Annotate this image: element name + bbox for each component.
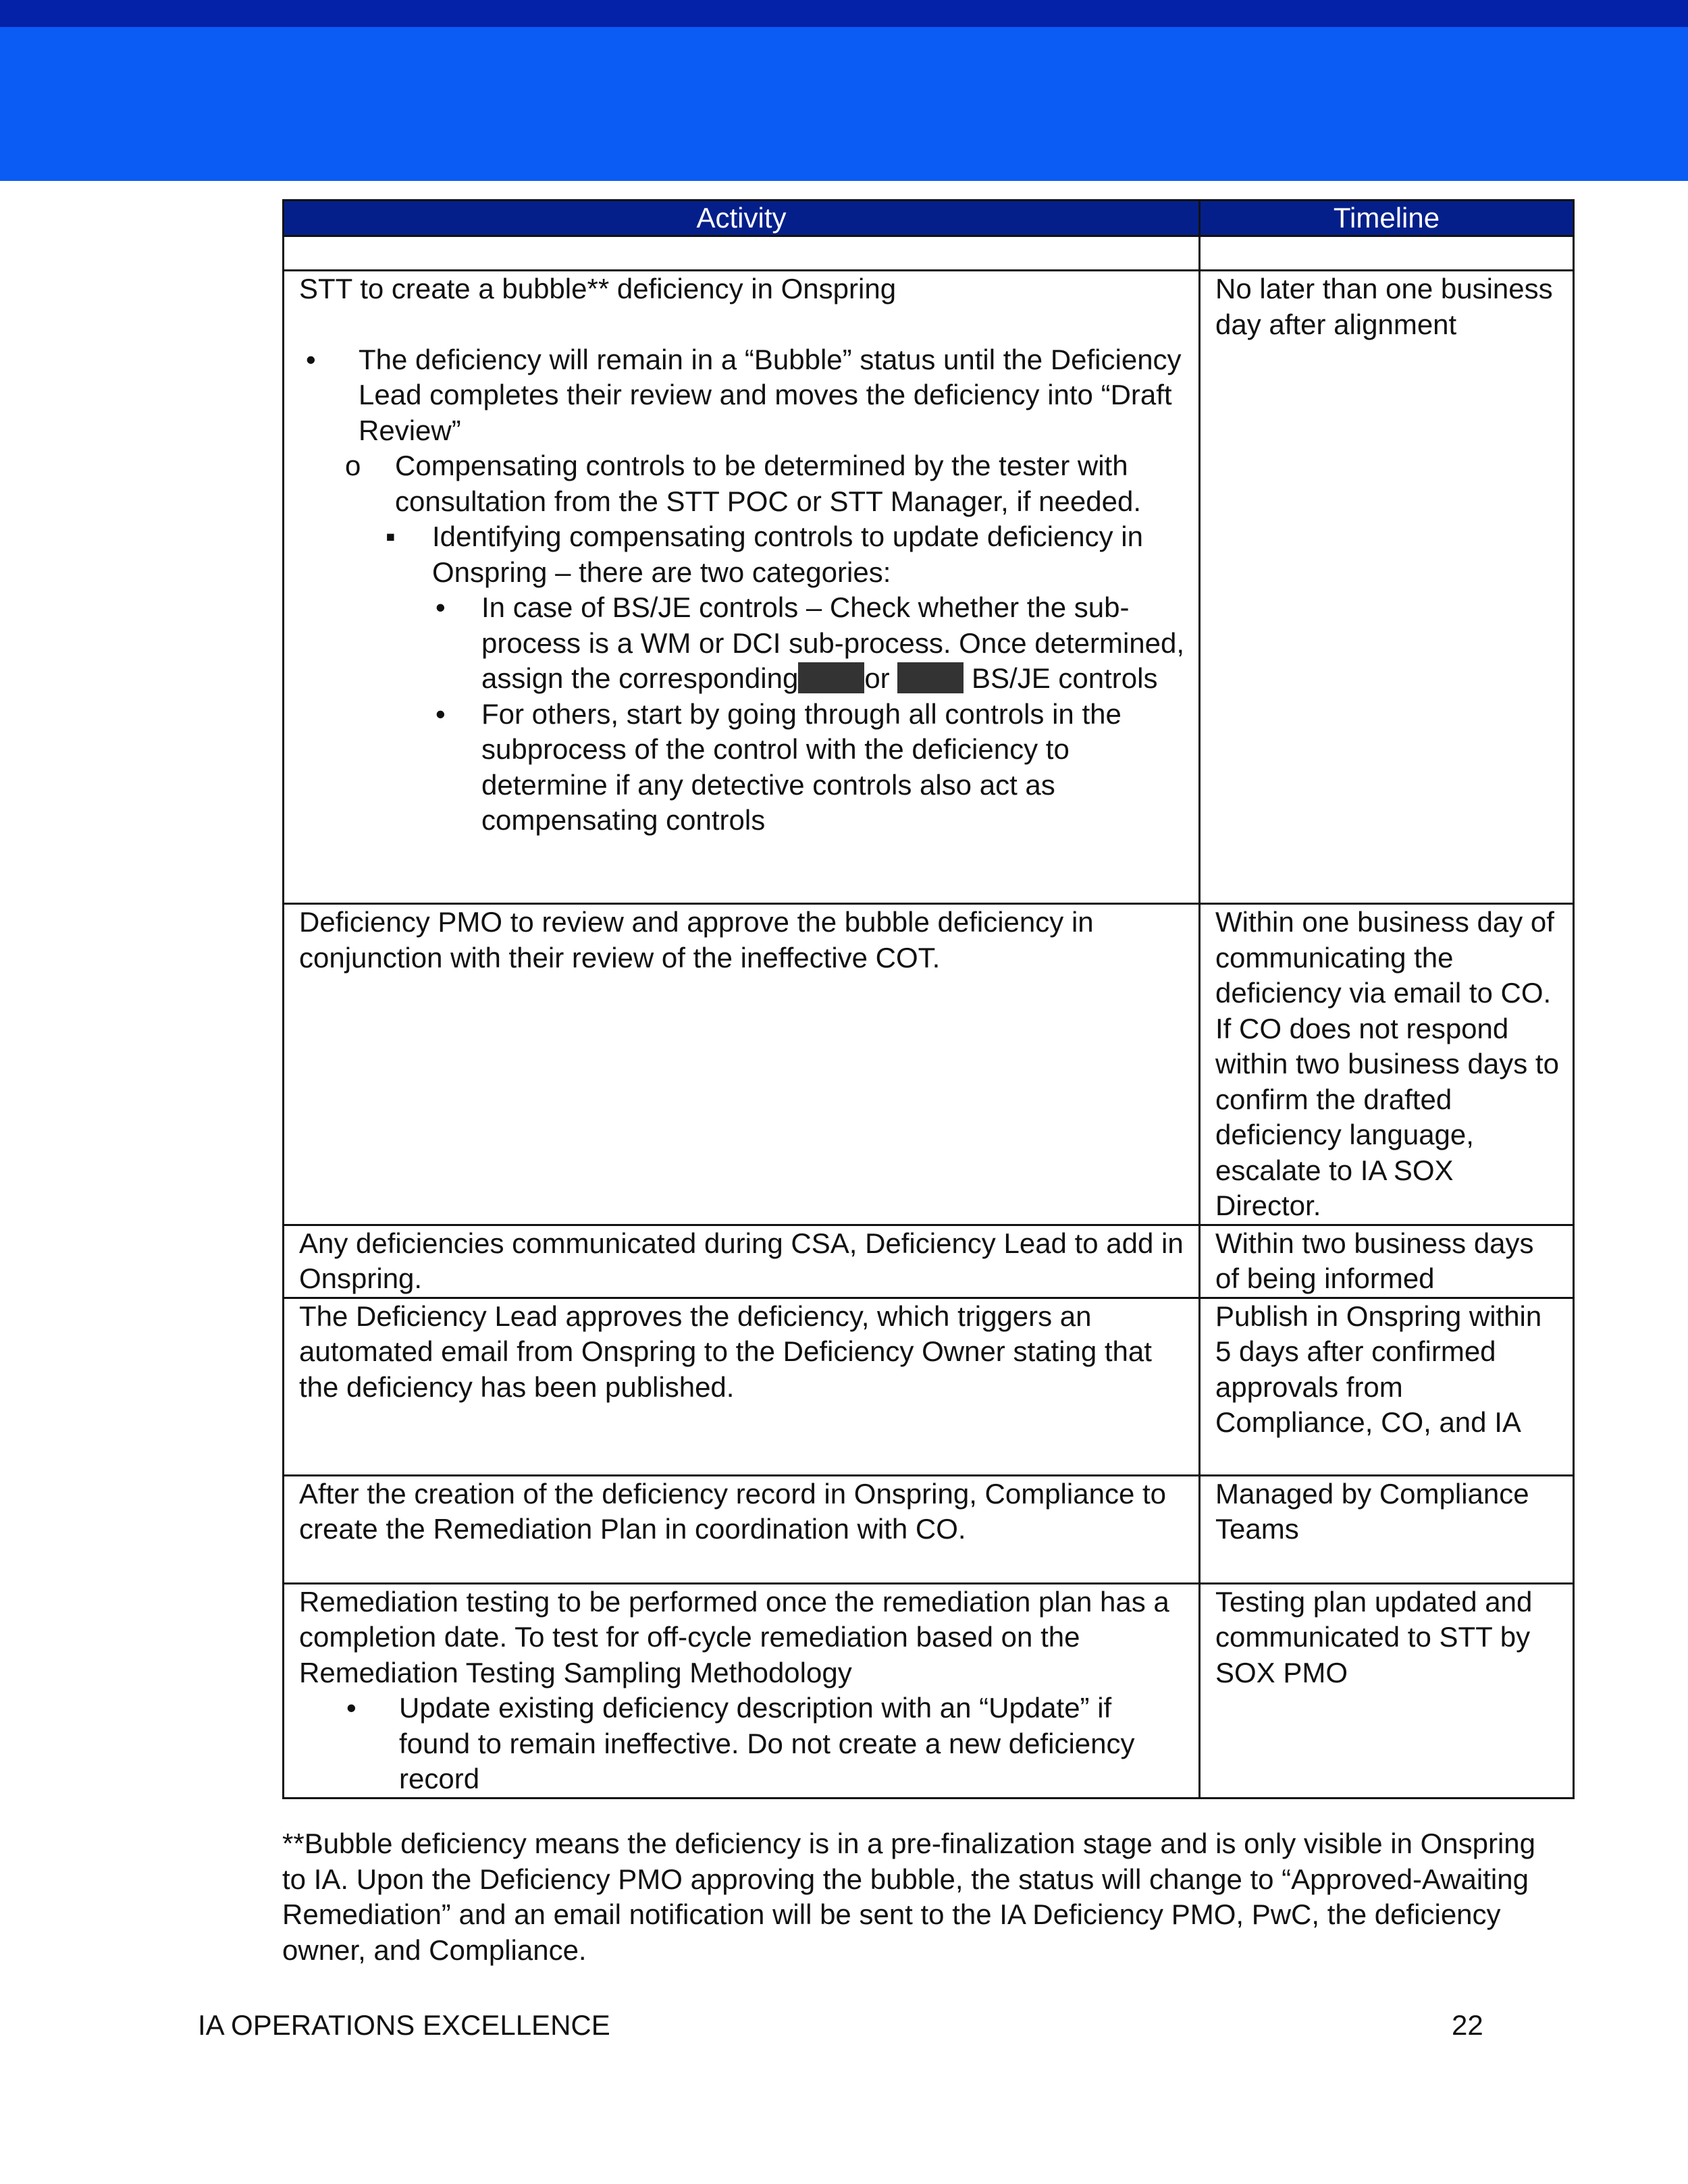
list-item-text: The deficiency will remain in a “Bubble” status until the Deficiency Lead completes their review and moves the deficiency into “Draft Review” [359,343,1182,446]
timeline-cell: Within two business days of being informed [1200,1225,1574,1298]
page-number: 22 [1452,2009,1483,2041]
header-band-top [0,0,1688,27]
list-item-text: In case of BS/JE controls – Check whether the sub-process is a WM or DCI sub-process. Once determined, assign the corresponding [481,591,1185,694]
column-header-timeline: Timeline [1200,201,1574,236]
list-item [299,342,1189,449]
table-cell-empty [1200,236,1574,271]
list-item-text: For others, start by going through all controls in the subprocess of the control with the deficiency to determine if any detective controls also act as compensating controls [481,697,1122,836]
activity-cell: After the creation of the deficiency record in Onspring, Compliance to create the Remediation Plan in coordination with CO. [284,1475,1200,1583]
column-header-activity: Activity [284,201,1200,236]
list-item [299,1690,1189,1797]
table-cell-empty [284,236,1200,271]
list-item [299,519,1189,590]
bullet-disc: • [346,1692,357,1724]
table-row [284,1225,1574,1298]
header-band [0,27,1688,181]
activity-intro: STT to create a bubble** deficiency in Onspring [299,273,897,304]
table-row [284,1475,1574,1583]
list-item-text: Update existing deficiency description with an “Update” if found to remain ineffective. Do not create a new deficiency record [399,1692,1135,1794]
table-row [284,1298,1574,1475]
list-item [299,590,1189,697]
activity-cell: Deficiency PMO to review and approve the bubble deficiency in conjunction with their review of the ineffective COT. [284,904,1200,1225]
activity-cell: Any deficiencies communicated during CSA, Deficiency Lead to add in Onspring. [284,1225,1200,1298]
activity-cell [284,1583,1200,1798]
footer-section-title: IA OPERATIONS EXCELLENCE [198,2009,610,2041]
timeline-cell: Testing plan updated and communicated to STT by SOX PMO [1200,1583,1574,1798]
timeline-cell: Publish in Onspring within 5 days after confirmed approvals from Compliance, CO, and IA [1200,1298,1574,1475]
list-item [299,697,1189,838]
bullet-circle: o [345,450,361,481]
timeline-cell: Within one business day of communicating the deficiency via email to CO. If CO does not respond within two business days to confirm the drafted deficiency language, escalate to IA SOX Director. [1200,904,1574,1225]
table-row [284,271,1574,904]
bullet-disc: • [436,591,446,623]
timeline-cell: No later than one business day after alignment [1200,271,1574,904]
timeline-cell: Managed by Compliance Teams [1200,1475,1574,1583]
list-item-text: or [864,662,890,694]
footnote: **Bubble deficiency means the deficiency is in a pre-finalization stage and is only visible in Onspring to IA. Upon the Deficiency PMO approving the bubble, the status will change to “Approved-Awaiting Remediation” and an email notification will be sent to the IA Deficiency PMO, PwC, the deficiency owner, and Compliance. [282,1828,1536,1966]
activity-timeline-table [282,199,1575,1799]
list-item [299,448,1189,519]
redaction-box [897,662,964,693]
activity-cell: The Deficiency Lead approves the deficiency, which triggers an automated email from Onspring to the Deficiency Owner stating that the deficiency has been published. [284,1298,1200,1475]
list-item-text: Identifying compensating controls to update deficiency in Onspring – there are two categories: [432,521,1143,588]
bullet-square: ▪ [386,521,396,552]
list-item-text: BS/JE controls [972,662,1158,694]
table-row-empty [284,236,1574,271]
table-header-row [284,201,1574,236]
table-row [284,1583,1574,1798]
redaction-box [798,662,864,693]
activity-cell [284,271,1200,904]
table-row [284,904,1574,1225]
activity-text: Remediation testing to be performed once the remediation plan has a completion date. To test for off-cycle remediation based on the Remediation Testing Sampling Methodology [299,1585,1169,1688]
list-item-text: Compensating controls to be determined by the tester with consultation from the STT POC or STT Manager, if needed. [395,450,1141,517]
bullet-disc: • [306,343,316,375]
bullet-disc: • [436,697,446,730]
